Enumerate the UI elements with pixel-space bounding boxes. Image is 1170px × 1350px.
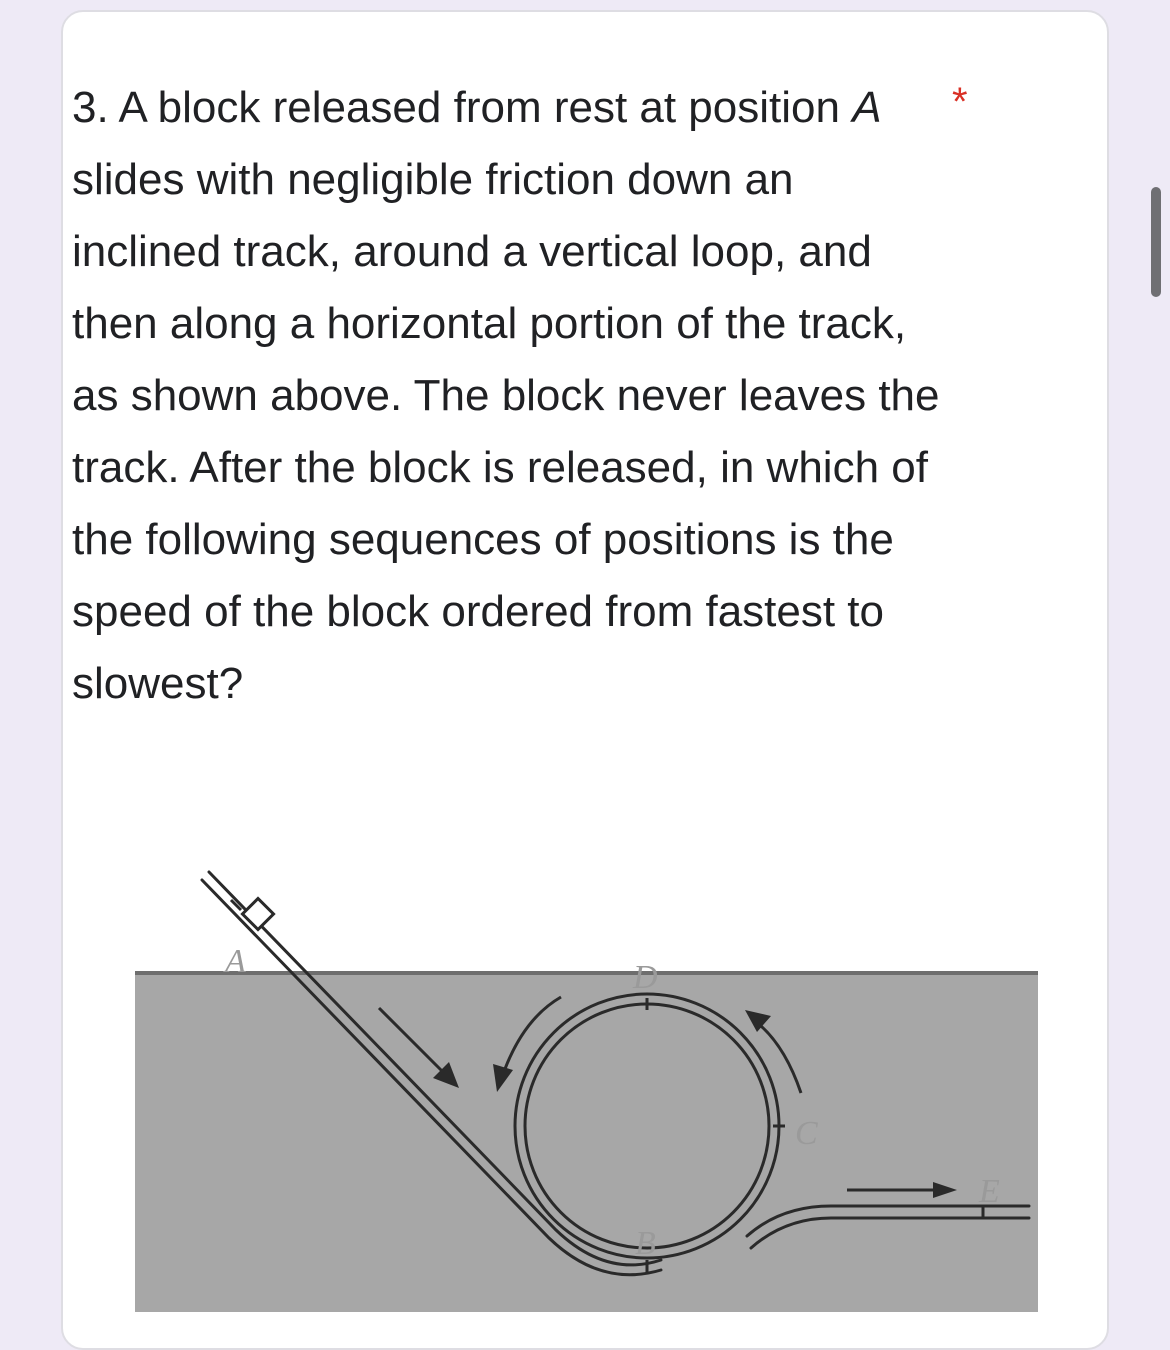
- required-asterisk: *: [952, 80, 968, 124]
- label-e: E: [979, 1173, 1000, 1210]
- question-text-part1: A block released from rest at position: [108, 83, 853, 132]
- question-text: [72, 72, 952, 720]
- question-text-part2: slides with negligible friction down an inclined track, around a vertical loop, and then along a horizontal portion of the track, as shown above. The block never leaves the track. After the block is released, in which of the following sequences of positions is the speed of the block ordered from fastest to slowest?: [72, 155, 940, 708]
- label-a: A: [225, 943, 246, 980]
- scrollbar-thumb[interactable]: [1151, 187, 1161, 297]
- label-c: C: [795, 1115, 818, 1152]
- label-d: D: [633, 959, 658, 996]
- question-position-a: A: [852, 83, 882, 132]
- loop-track-diagram: [61, 860, 1109, 1312]
- ground-surface: [135, 972, 1038, 1312]
- question-number: 3.: [72, 83, 109, 132]
- loop-track-svg: [61, 860, 1109, 1312]
- label-b: B: [635, 1225, 656, 1262]
